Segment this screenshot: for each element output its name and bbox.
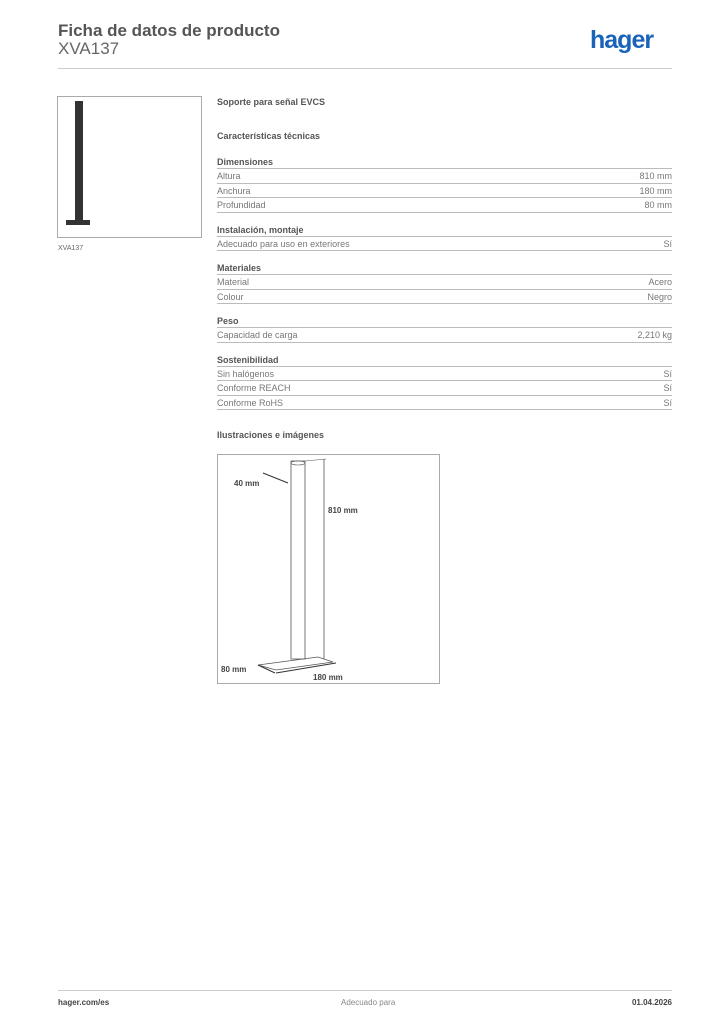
label-40mm: 40 mm	[234, 479, 260, 488]
spec-label: Altura	[217, 171, 241, 181]
footer-divider	[58, 990, 672, 991]
spec-row	[217, 184, 672, 199]
footer-website[interactable]: hager.com/es	[58, 998, 110, 1007]
section-heading: Instalación, montaje	[217, 223, 672, 237]
spec-label: Colour	[217, 291, 244, 302]
tech-heading: Características técnicas	[217, 131, 321, 141]
spec-value: Sí	[663, 238, 672, 249]
spec-value: Acero	[648, 277, 672, 287]
spec-label: Anchura	[217, 185, 251, 196]
spec-value: Sí	[663, 368, 672, 379]
spec-label: Material	[217, 277, 250, 287]
product-image	[57, 96, 202, 238]
spec-value: 810 mm	[639, 171, 672, 181]
header-divider	[58, 68, 672, 69]
label-80mm: 80 mm	[221, 665, 247, 674]
spec-value: 2,210 kg	[637, 330, 672, 340]
spec-row	[217, 169, 672, 184]
dimension-drawing	[217, 454, 440, 684]
label-180mm: 180 mm	[313, 673, 343, 682]
illustrations-heading: Ilustraciones e imágenes	[217, 430, 325, 440]
spec-label: Conforme RoHS	[217, 397, 284, 408]
spec-value: Sí	[663, 383, 672, 393]
spec-row	[217, 237, 672, 252]
footer-date: 01.04.2026	[631, 998, 672, 1007]
product-image-caption: XVA137	[58, 245, 84, 252]
spec-row	[217, 328, 672, 343]
spec-value: 180 mm	[639, 185, 672, 196]
spec-label: Conforme REACH	[217, 383, 291, 393]
page-title: Ficha de datos de producto	[58, 21, 280, 40]
spec-label: Profundidad	[217, 200, 266, 210]
spec-label: Sin halógenos	[217, 368, 275, 379]
product-description: Soporte para señal EVCS	[217, 97, 326, 107]
spec-row	[217, 198, 672, 213]
spec-column	[217, 95, 672, 442]
spec-value: 80 mm	[644, 200, 672, 210]
section-heading: Materiales	[217, 261, 672, 275]
spec-row	[217, 367, 672, 382]
spec-label: Capacidad de carga	[217, 330, 298, 340]
spec-label: Adecuado para uso en exteriores	[217, 238, 350, 249]
spec-row	[217, 396, 672, 411]
spec-row	[217, 381, 672, 396]
label-810mm: 810 mm	[328, 506, 358, 515]
hager-logo: hager	[590, 26, 654, 54]
spec-value: Negro	[647, 291, 672, 302]
footer-center: Adecuado para	[341, 998, 396, 1007]
section-heading: Sostenibilidad	[217, 353, 672, 367]
section-heading: Dimensiones	[217, 155, 672, 169]
spec-value: Sí	[663, 397, 672, 408]
product-code: XVA137	[58, 39, 120, 58]
section-heading: Peso	[217, 314, 672, 328]
spec-row	[217, 290, 672, 305]
spec-row	[217, 275, 672, 290]
